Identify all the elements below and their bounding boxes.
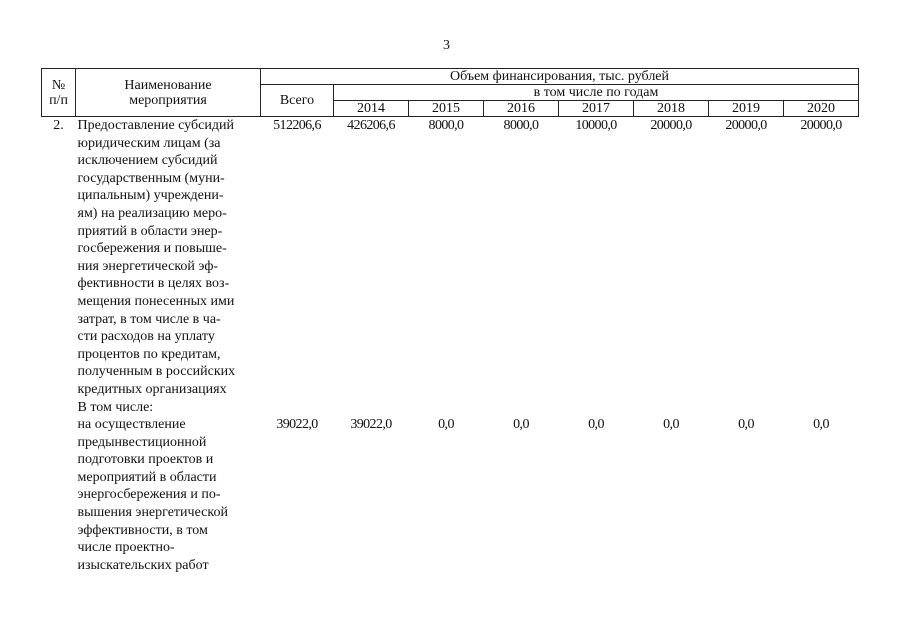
row-value <box>334 399 409 417</box>
row-value <box>784 399 859 417</box>
row-value <box>559 399 634 417</box>
row-num <box>42 399 76 417</box>
header-year: 2019 <box>709 101 784 117</box>
row-num: 2. <box>53 118 64 133</box>
table-row <box>42 399 859 417</box>
row-value: 0,0 <box>813 417 829 433</box>
row-num <box>42 416 76 574</box>
header-year: 2014 <box>334 101 409 117</box>
row-value: 39022,0 <box>350 417 392 433</box>
table-row <box>42 117 859 399</box>
row-total <box>261 399 334 417</box>
header-year: 2015 <box>409 101 484 117</box>
row-name: В том числе: <box>77 399 154 415</box>
row-value <box>484 399 559 417</box>
row-value: 8000,0 <box>503 118 539 133</box>
header-by-year: в том числе по годам <box>334 85 859 101</box>
table-row <box>42 416 859 574</box>
header-total: Всего <box>261 85 334 117</box>
header-row-top <box>42 69 859 85</box>
row-name: Предоставление субсидий юридическим лицам (за исключением субсидий государственным (муни- ципальным) учреждени- ям) на реализацию меро- приятий в области энер- госбережения и повыше- ния энергетической эф- фективности в целях воз- мещения понесенных ими затрат, в том числе в ча- сти расходов на уплату процентов по кредитам, полученным в российских кредитных организациях <box>77 118 236 397</box>
row-total: 512206,6 <box>273 118 321 133</box>
row-name: на осуществление предынвестиционной подготовки проектов и мероприятий в области энергосбережения и по- вышения энергетической эффективности, в том числе проектно- изыскательских работ <box>77 417 228 573</box>
header-year: 2018 <box>634 101 709 117</box>
row-value: 0,0 <box>588 417 604 433</box>
header-num: № п/п <box>42 69 76 117</box>
header-funding: Объем финансирования, тыс. рублей <box>261 69 859 85</box>
header-year: 2017 <box>559 101 634 117</box>
row-value: 0,0 <box>738 417 754 433</box>
row-value <box>634 399 709 417</box>
row-value: 8000,0 <box>428 118 464 133</box>
header-year: 2016 <box>484 101 559 117</box>
row-value: 0,0 <box>513 417 529 433</box>
row-value: 0,0 <box>663 417 679 433</box>
funding-table <box>41 68 859 574</box>
page-number: 3 <box>443 38 450 53</box>
row-value: 0,0 <box>438 417 454 433</box>
header-name: Наименование мероприятия <box>76 69 261 117</box>
row-value <box>709 399 784 417</box>
row-value <box>409 399 484 417</box>
row-value: 20000,0 <box>800 118 842 133</box>
row-total: 39022,0 <box>276 417 318 433</box>
row-value: 10000,0 <box>575 118 617 133</box>
header-year: 2020 <box>784 101 859 117</box>
row-value: 20000,0 <box>650 118 692 133</box>
row-value: 426206,6 <box>347 118 395 133</box>
row-value: 20000,0 <box>725 118 767 133</box>
